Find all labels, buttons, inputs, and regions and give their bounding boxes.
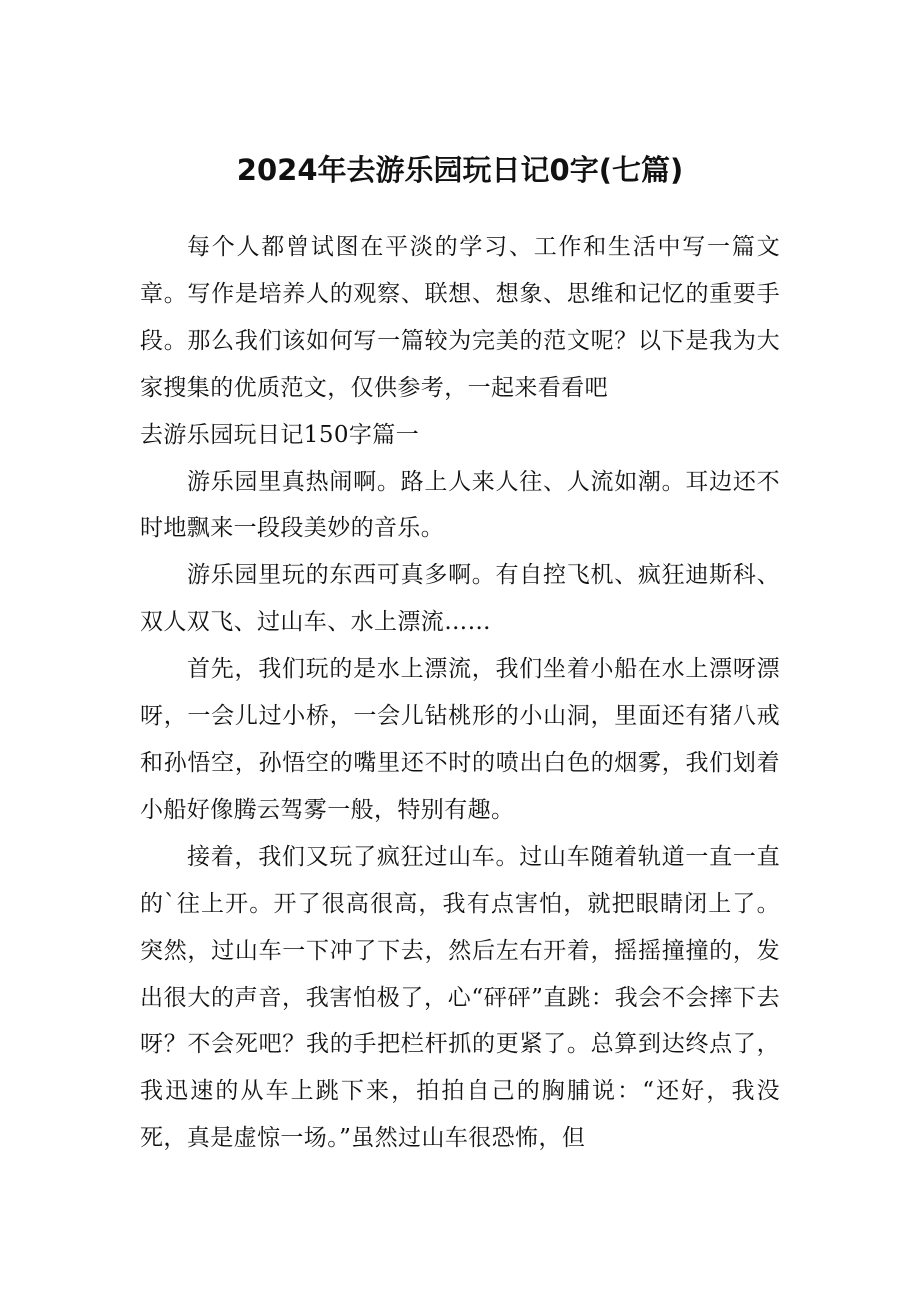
document-title: 2024年去游乐园玩日记0字(七篇) <box>236 153 684 187</box>
body-paragraph-2: 游乐园里玩的东西可真多啊。有自控飞机、疯狂迪斯科、双人双飞、过山车、水上漂流…… <box>140 562 780 636</box>
body-paragraph-4: 接着，我们又玩了疯狂过山车。过山车随着轨道一直一直的`往上开。开了很高很高，我有点害怕，就把眼睛闭上了。突然，过山车一下冲了下去，然后左右开着，摇摇撞撞的，发出很大的声音，我害怕极了，心“砰砰”直跳：我会不会摔下去呀？不会死吧？我的手把栏杆抓的更紧了。总算到达终点了，我迅速的从车上跳下来，拍拍自己的胸脯说：“还好，我没死，真是虚惊一场。”虽然过山车很恐怖，但 <box>140 843 780 1152</box>
document-body <box>140 224 780 1162</box>
intro-paragraph: 每个人都曾试图在平淡的学习、工作和生活中写一篇文章。写作是培养人的观察、联想、想象、思维和记忆的重要手段。那么我们该如何写一篇较为完美的范文呢？以下是我为大家搜集的优质范文，仅供参考，一起来看看吧 <box>140 234 780 401</box>
section-heading: 去游乐园玩日记150字篇一 <box>140 421 420 448</box>
body-paragraph-3: 首先，我们玩的是水上漂流，我们坐着小船在水上漂呀漂呀，一会儿过小桥，一会儿钻桃形的小山洞，里面还有猪八戒和孙悟空，孙悟空的嘴里还不时的喷出白色的烟雾，我们划着小船好像腾云驾雾一般，特别有趣。 <box>140 656 780 823</box>
body-paragraph-1: 游乐园里真热闹啊。路上人来人往、人流如潮。耳边还不时地飘来一段段美妙的音乐。 <box>140 468 780 542</box>
